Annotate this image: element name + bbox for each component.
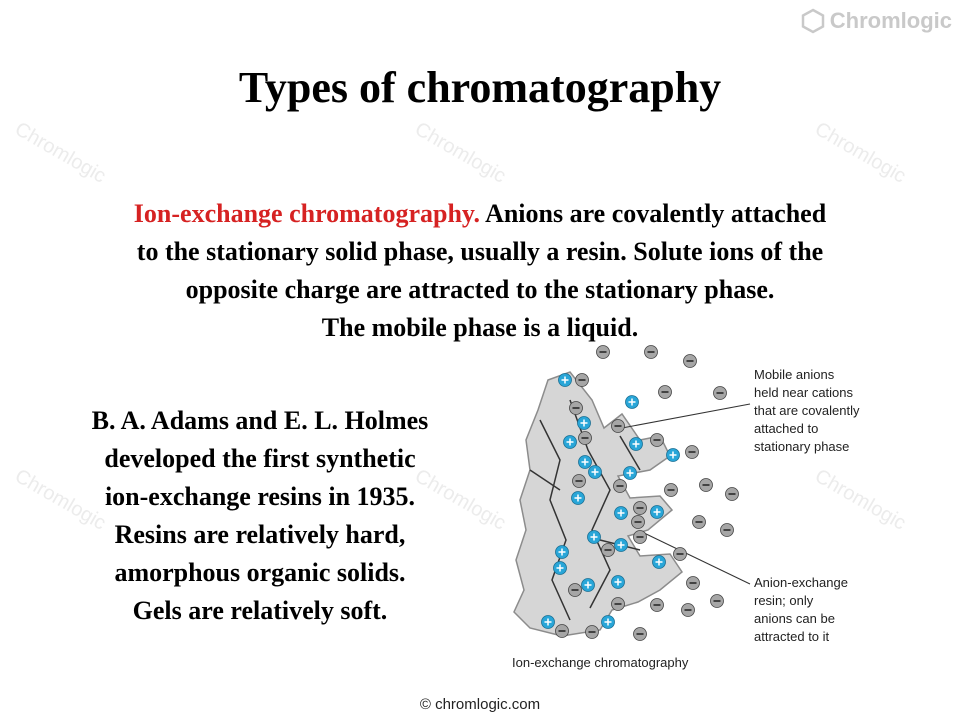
history-line: Resins are relatively hard, <box>114 520 406 549</box>
history-line: B. A. Adams and E. L. Holmes <box>91 406 429 435</box>
watermark: Chromlogic <box>411 118 510 188</box>
figure-caption: Ion-exchange chromatography <box>512 655 689 670</box>
watermark: Chromlogic <box>811 465 910 535</box>
brand-logo <box>800 8 952 34</box>
intro-line-3: opposite charge are attracted to the stationary phase. <box>185 275 775 304</box>
intro-line-2: to the stationary solid phase, usually a resin. Solute ions of the <box>136 237 824 266</box>
annotation-mobile-anions: Mobile anions held near cations that are covalently attached to stationary phase <box>754 367 860 454</box>
watermark: Chromlogic <box>411 465 510 535</box>
history-line: amorphous organic solids. <box>114 558 406 587</box>
ion-exchange-diagram <box>500 340 900 680</box>
history-text <box>30 402 490 630</box>
intro-paragraph <box>40 195 920 347</box>
brand-logo-text: Chromlogic <box>829 8 952 33</box>
history-line: Gels are relatively soft. <box>132 596 388 625</box>
page-title: Types of chromatography <box>238 63 722 112</box>
intro-line-1: Anions are covalently attached <box>480 199 827 228</box>
watermark: Chromlogic <box>811 118 910 188</box>
leader-line <box>622 404 750 428</box>
intro-line-4: The mobile phase is a liquid. <box>321 313 639 342</box>
resin-body <box>514 372 682 636</box>
intro-highlight: Ion-exchange chromatography. <box>133 199 480 228</box>
watermark: Chromlogic <box>11 465 110 535</box>
history-line: developed the first synthetic <box>104 444 416 473</box>
history-line: ion-exchange resins in 1935. <box>104 482 416 511</box>
hexagon-icon <box>800 8 826 34</box>
annotation-anion-exchange-resin: Anion-exchange resin; only anions can be attracted to it <box>754 575 848 644</box>
copyright-footer: © chromlogic.com <box>419 696 541 713</box>
watermark: Chromlogic <box>11 118 110 188</box>
